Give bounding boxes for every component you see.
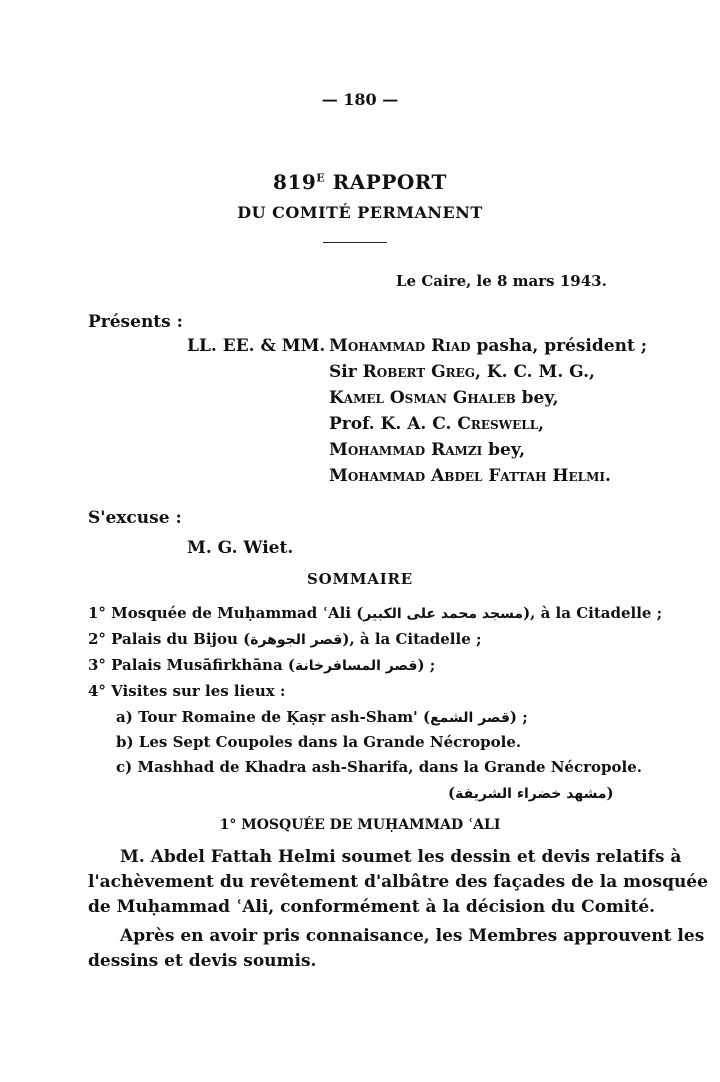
summary-item-arabic: قصر الجوهرة <box>250 632 343 648</box>
member-title: pasha, président ; <box>470 336 647 356</box>
summary-item-text: Mosquée de Muḥammad ʿAli ( <box>111 604 364 622</box>
summary-subitem-letter: b) <box>116 733 134 751</box>
paragraph-line: dessins et devis soumis. <box>88 951 317 971</box>
member-prefix: Prof. K. A. C. <box>329 414 458 434</box>
summary-item-number: 1° <box>88 604 106 622</box>
excuse-name: M. G. Wiet. <box>187 538 294 558</box>
summary-subitem-arabic-line <box>448 784 614 802</box>
member-title: , K. C. M. G., <box>475 362 595 382</box>
member-name: Mohammad Abdel Fattah Helmi <box>329 466 605 486</box>
summary-item-arabic: قصر المسافرخانة <box>295 658 418 674</box>
report-title-text: RAPPORT <box>325 170 447 194</box>
presents-lead: LL. EE. & MM. <box>187 336 326 356</box>
summary-item <box>88 630 482 648</box>
member-line <box>329 414 544 434</box>
summary-subitem <box>116 733 521 751</box>
summary-item <box>88 656 435 674</box>
summary-item-text: Palais du Bijou ( <box>111 630 251 648</box>
report-number: 819 <box>273 170 317 194</box>
summary-item-text-end: ), à la Citadelle ; <box>523 604 663 622</box>
member-title: . <box>604 466 611 486</box>
page-number: — 180 — <box>321 90 399 109</box>
summary-item <box>88 604 662 622</box>
summary-item-number: 2° <box>88 630 106 648</box>
paragraph-line: de Muḥammad ʿAli, conformément à la décision du Comité. <box>88 897 656 917</box>
summary-subitem-arabic: مشهد خضراء الشريفة <box>455 786 607 802</box>
summary-subitem-text: Tour Romaine de Ḳaṣr ash-Sham' ( <box>138 708 431 726</box>
member-title: bey, <box>515 388 559 408</box>
summary-subitem-text: Les Sept Coupoles dans la Grande Nécropole. <box>138 733 522 751</box>
paragraph-line: Après en avoir pris connaisance, les Membres approuvent les <box>120 926 705 946</box>
member-prefix: Sir <box>329 362 363 382</box>
member-line <box>329 362 595 382</box>
summary-subitem-text-end: ) ; <box>509 708 528 726</box>
paren-open: ( <box>448 784 456 802</box>
report-title <box>0 170 720 194</box>
summary-subitem <box>116 758 642 776</box>
summary-item <box>88 682 285 700</box>
member-name: Mohammad Riad <box>329 336 471 356</box>
summary-subitem-text: Mashhad de Khadra ash-Sharifa, dans la Grande Nécropole. <box>137 758 642 776</box>
paren-close: ) <box>606 784 614 802</box>
report-subtitle: DU COMITÉ PERMANENT <box>237 203 483 222</box>
summary-item-text: Palais Musāfirkhāna ( <box>111 656 295 674</box>
dateline: Le Caire, le 8 mars 1943. <box>396 272 607 290</box>
report-number-superscript: E <box>316 171 326 185</box>
summary-item-text-end: ) ; <box>417 656 436 674</box>
sommaire-heading: SOMMAIRE <box>306 570 414 588</box>
summary-subitem-letter: a) <box>116 708 133 726</box>
excuse-label: S'excuse : <box>88 508 182 528</box>
member-line <box>329 388 559 408</box>
section-heading: 1° MOSQUÉE DE MUḤAMMAD ʿALI <box>219 817 501 833</box>
presents-label: Présents : <box>88 312 183 332</box>
summary-item-text: Visites sur les lieux : <box>111 682 286 700</box>
member-name: Mohammad Ramzi <box>329 440 483 460</box>
summary-item-text-end: ), à la Citadelle ; <box>342 630 482 648</box>
summary-subitem-letter: c) <box>116 758 133 776</box>
paragraph-line: M. Abdel Fattah Helmi soumet les dessin et devis relatifs à <box>120 847 682 867</box>
summary-item-arabic: مسجد محمد على الكبير <box>363 606 524 622</box>
member-title: bey, <box>482 440 526 460</box>
title-divider <box>323 242 387 243</box>
member-name: Robert Greg <box>362 362 475 382</box>
paragraph-line: l'achèvement du revêtement d'albâtre des façades de la mosquée <box>88 872 708 892</box>
member-line <box>329 466 611 486</box>
summary-subitem <box>116 708 528 726</box>
summary-item-number: 3° <box>88 656 106 674</box>
summary-item-number: 4° <box>88 682 106 700</box>
member-line <box>329 336 647 356</box>
member-line <box>329 440 525 460</box>
member-name: Creswell <box>457 414 539 434</box>
member-name: Kamel Osman Ghaleb <box>329 388 516 408</box>
summary-subitem-arabic: قصر الشمع <box>430 710 510 726</box>
member-title: , <box>538 414 545 434</box>
